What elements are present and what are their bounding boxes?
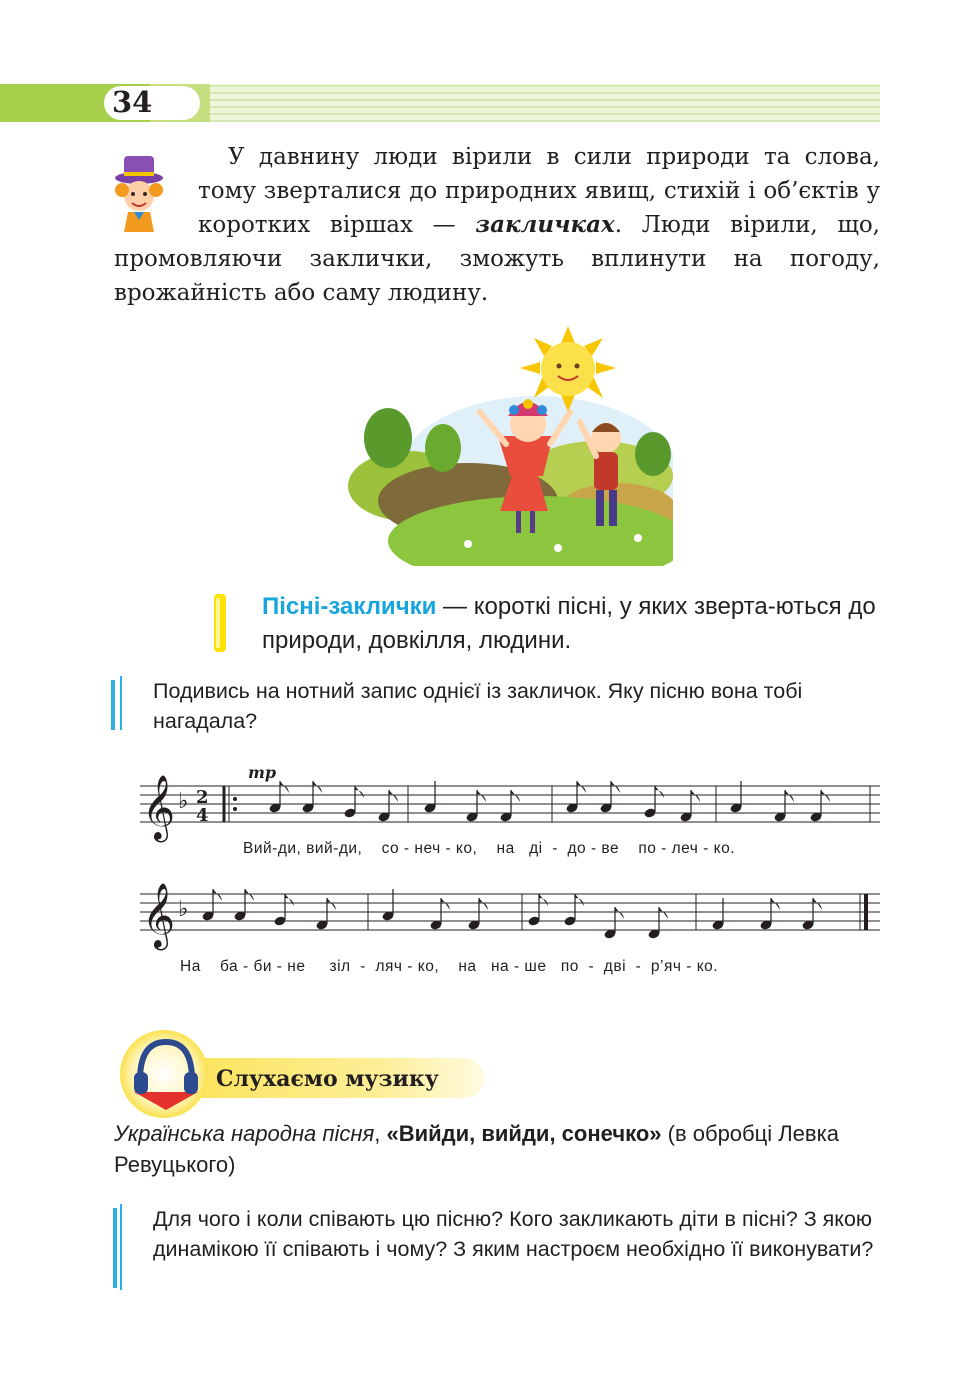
question-bar xyxy=(120,1204,122,1290)
notes-line-1 xyxy=(268,781,830,823)
question-1: Подивись на нотний запис однієї із закличок. Яку пісню вона тобі нагадала? xyxy=(153,679,803,733)
notes-line-2 xyxy=(201,889,822,940)
question-bar xyxy=(120,676,122,730)
dynamic-mark: mp xyxy=(248,766,277,782)
definition-marker xyxy=(214,594,226,652)
key-signature-flat: ♭ xyxy=(178,897,189,922)
intro-text-before: У давнину люди вірили в сили природи та слова, тому зверталися до природних явищ, стихій і об’єктів у коротких віршах — xyxy=(198,144,880,238)
intro-text-after: . Люди вірили, що, промовляючи заклички, зможуть вплинути на погоду, врожайність або саму людину. xyxy=(114,212,880,306)
eighth-note xyxy=(527,894,548,927)
lyrics-line-1: Вий-ди, вий-ди, со - неч - ко, на ді - до - ве по - леч - ко. xyxy=(243,840,736,857)
definition-term: Пісні-заклички xyxy=(262,593,437,620)
eighth-note xyxy=(343,786,364,819)
lyrics-line-2: На ба - би - не зіл - ляч - ко, на на - ше по - дві - р’яч - ко. xyxy=(180,958,719,975)
eighth-note xyxy=(643,786,664,819)
intro-paragraph xyxy=(114,140,880,310)
treble-clef-icon: 𝄞 xyxy=(142,883,176,948)
song-arranger: (в обробці Левка Ревуцького) xyxy=(114,1121,839,1177)
intro-term: закличках xyxy=(475,211,615,238)
time-signature-upper: 2 xyxy=(196,787,209,808)
music-staff-line-1 xyxy=(140,766,880,846)
treble-clef-icon: 𝄞 xyxy=(142,775,176,840)
eighth-note xyxy=(273,894,294,927)
definition-body: — короткі пісні, у яких зверта-ються до природи, довкілля, людини. xyxy=(262,593,876,654)
children-and-sun-illustration xyxy=(348,326,673,566)
time-signature-lower: 4 xyxy=(196,805,209,826)
question-2: Для чого і коли співають цю пісню? Кого закликають діти в пісні? З якою динамікою її співають і чому? З яким настроєм необхідно її виконувати? xyxy=(153,1207,874,1261)
eighth-note xyxy=(563,894,584,927)
definition-text xyxy=(262,590,882,658)
song-title: «Вийди, вийди, сонечко» xyxy=(386,1121,662,1146)
page-number: 34 xyxy=(112,85,153,119)
song-separator: , xyxy=(374,1121,387,1146)
question-bar xyxy=(111,680,115,730)
song-credit xyxy=(114,1118,882,1180)
song-genre: Українська народна пісня xyxy=(114,1121,375,1146)
key-signature-flat: ♭ xyxy=(178,789,189,814)
music-staff-line-2 xyxy=(140,874,880,954)
question-bar xyxy=(113,1208,117,1288)
listening-heading: Слухаємо музику xyxy=(216,1066,439,1092)
